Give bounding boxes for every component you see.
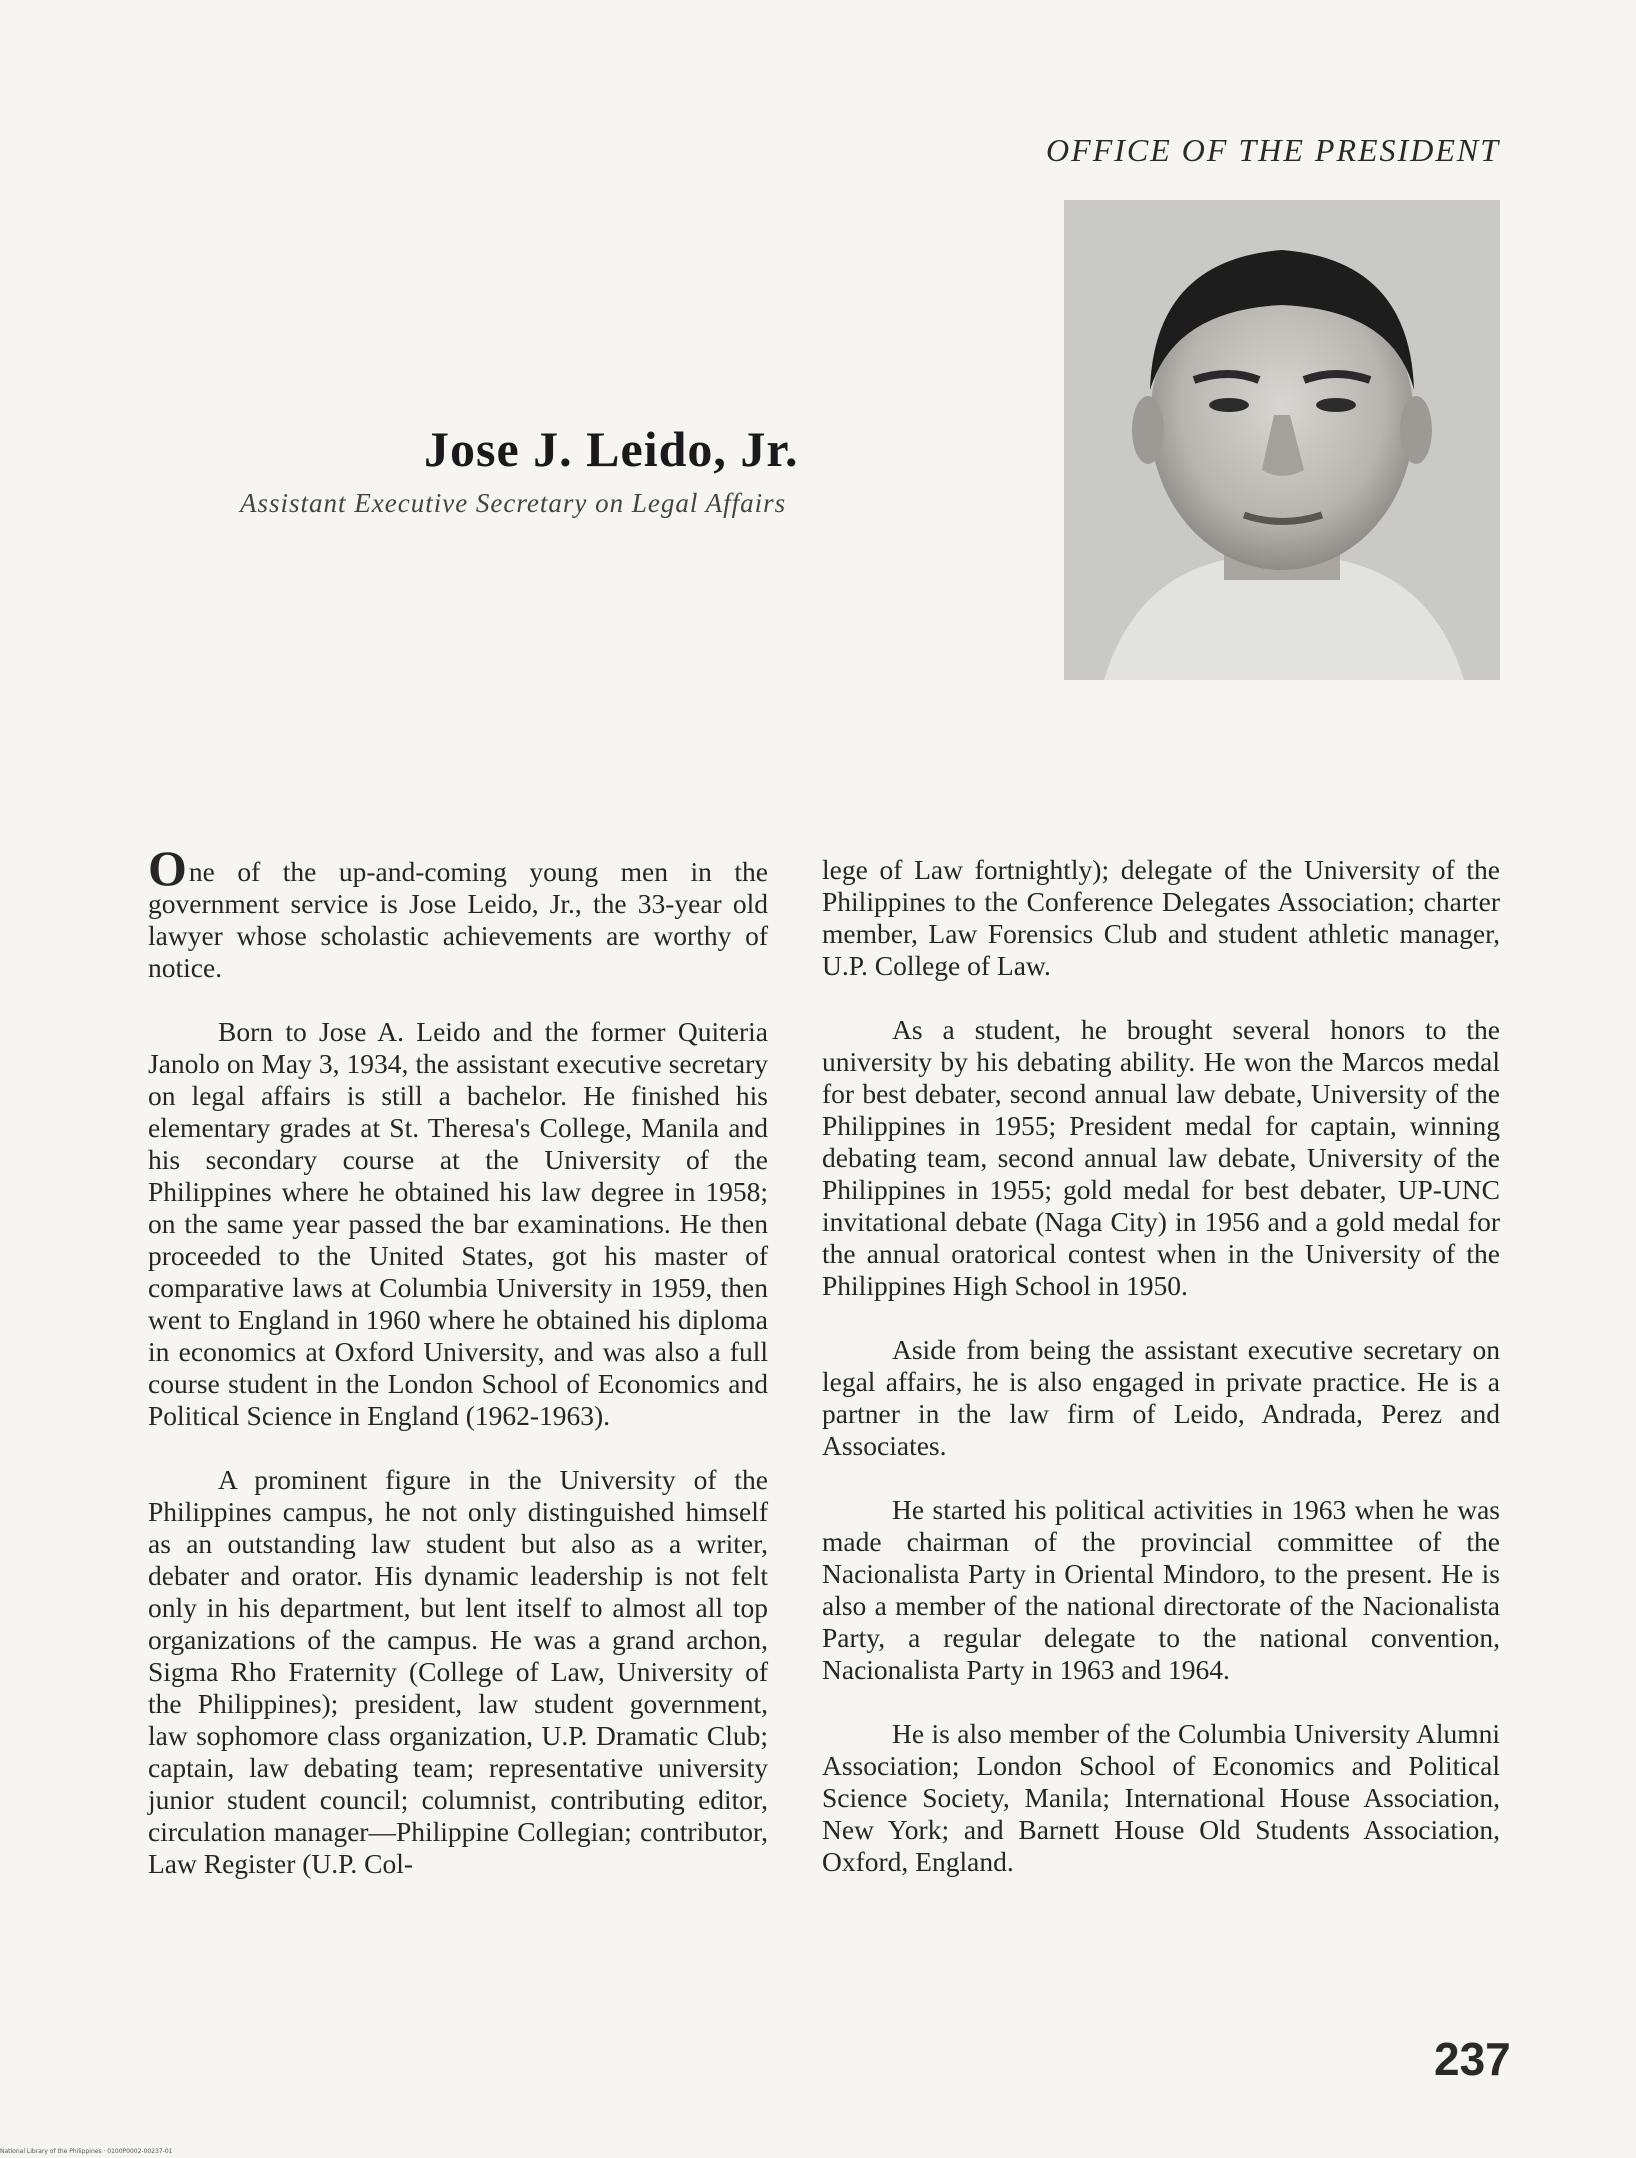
footer-credit: National Library of the Philippines · 0100P0002-00237-01	[0, 2148, 173, 2155]
left-paragraph-3: A prominent figure in the University of the Philippines campus, he not only distinguished himself as an outstanding law student but also as a writer, debater and orator. His dynamic leadership is not felt only in his department, but lent itself to almost all top organizations of the campus. He was a grand archon, Sigma Rho Fraternity (College of Law, University of the Philippines); president, law student government, law sophomore class organization, U.P. Dramatic Club; captain, law debating team; representative university junior student council; columnist, contributing editor, circulation manager—Philippine Collegian; contributor, Law Register (U.P. Col-	[148, 1464, 768, 1879]
left-paragraph-1-text: ne of the up-and-coming young men in the government service is Jose Leido, Jr., the 33-year old lawyer whose scholastic achievements are worthy of notice.	[148, 856, 768, 983]
portrait-photo	[1064, 200, 1500, 680]
right-paragraph-3: Aside from being the assistant executive secretary on legal affairs, he is also engaged in private practice. He is a partner in the law firm of Leido, Andrada, Perez and Associates.	[822, 1334, 1500, 1461]
right-paragraph-1: lege of Law fortnightly); delegate of the University of the Philippines to the Conference Delegates Association; charter member, Law Forensics Club and student athletic manager, U.P. College of Law.	[822, 854, 1500, 981]
left-paragraph-1	[148, 840, 768, 984]
left-column	[148, 840, 768, 1912]
right-column	[822, 854, 1500, 1910]
right-paragraph-2: As a student, he brought several honors to the university by his debating ability. He won the Marcos medal for best debater, second annual law debate, University of the Philippines in 1955; President medal for captain, winning debating team, second annual law debate, University of the Philippines in 1955; gold medal for best debater, UP-UNC invitational debate (Naga City) in 1956 and a gold medal for the annual oratorical contest when in the University of the Philippines High School in 1950.	[822, 1014, 1500, 1301]
right-paragraph-4: He started his political activities in 1963 when he was made chairman of the provincial committee of the Nacionalista Party in Oriental Mindoro, to the present. He is also a member of the national directorate of the Nacionalista Party, a regular delegate to the national convention, Nacionalista Party in 1963 and 1964.	[822, 1494, 1500, 1685]
section-header: OFFICE OF THE PRESIDENT	[1046, 132, 1500, 168]
right-paragraph-5: He is also member of the Columbia University Alumni Association; London School of Economics and Political Science Society, Manila; International House Association, New York; and Barnett House Old Students Association, Oxford, England.	[822, 1718, 1500, 1877]
title-block	[240, 420, 940, 519]
profile-name: Jose J. Leido, Jr.	[424, 421, 799, 477]
profile-role: Assistant Executive Secretary on Legal Affairs	[240, 488, 787, 518]
left-paragraph-2: Born to Jose A. Leido and the former Quiteria Janolo on May 3, 1934, the assistant executive secretary on legal affairs is still a bachelor. He finished his elementary grades at St. Theresa's College, Manila and his secondary course at the University of the Philippines where he obtained his law degree in 1958; on the same year passed the bar examinations. He then proceeded to the United States, got his master of comparative laws at Columbia University in 1959, then went to England in 1960 where he obtained his diploma in economics at Oxford University, and was also a full course student in the London School of Economics and Political Science in England (1962-1963).	[148, 1016, 768, 1431]
dropcap: O	[148, 840, 187, 896]
page-number: 237	[1434, 2033, 1511, 2085]
